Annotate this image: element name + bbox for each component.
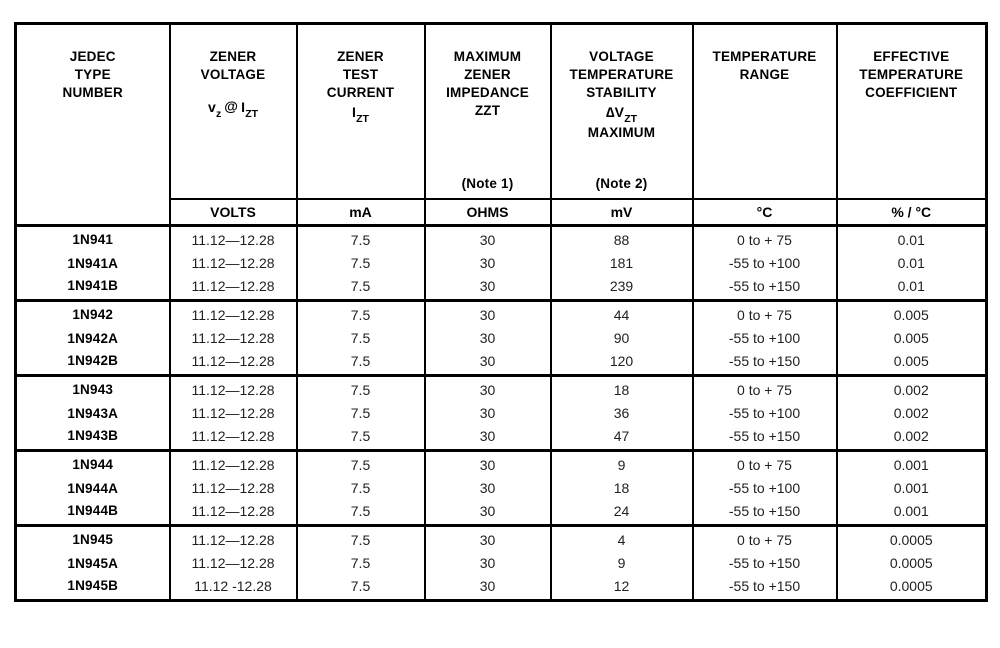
value-cell: 88 <box>551 226 693 251</box>
header-line: STABILITY <box>586 85 657 100</box>
value-cell: 18 <box>551 476 693 501</box>
zener-spec-table <box>14 22 988 602</box>
type-number-cell: 1N943 <box>16 376 170 401</box>
value-cell: 4 <box>551 526 693 551</box>
value-cell: 30 <box>425 376 551 401</box>
type-number-cell: 1N945B <box>16 576 170 601</box>
value-cell: 18 <box>551 376 693 401</box>
value-cell: 7.5 <box>297 251 425 276</box>
value-cell: 239 <box>551 276 693 301</box>
value-cell: 90 <box>551 326 693 351</box>
header-line: JEDEC <box>69 49 116 64</box>
header-line: TYPE <box>74 67 111 82</box>
value-cell: 11.12—12.28 <box>170 451 297 476</box>
value-cell: 7.5 <box>297 376 425 401</box>
header-line: ZZT <box>474 103 501 118</box>
header-line: TEMPERATURE <box>712 49 817 64</box>
table-row <box>16 276 987 301</box>
type-number-cell: 1N941B <box>16 276 170 301</box>
value-cell: 0.0005 <box>837 551 987 576</box>
value-cell: 30 <box>425 551 551 576</box>
header-line: ZENER <box>337 49 384 64</box>
value-cell: 0 to + 75 <box>693 301 837 326</box>
note-2-ref: (Note 2) <box>595 176 648 191</box>
value-cell: -55 to +150 <box>693 276 837 301</box>
value-cell: 7.5 <box>297 351 425 376</box>
table-row <box>16 576 987 601</box>
value-cell: 11.12—12.28 <box>170 501 297 526</box>
table-row <box>16 251 987 276</box>
value-cell: 7.5 <box>297 276 425 301</box>
note-1-ref: (Note 1) <box>461 176 514 191</box>
header-line: IMPEDANCE <box>446 85 529 100</box>
value-cell: 0.0005 <box>837 576 987 601</box>
value-cell: 11.12—12.28 <box>170 226 297 251</box>
symbol-base: ∆V <box>605 104 625 120</box>
value-cell: 120 <box>551 351 693 376</box>
value-cell: -55 to +100 <box>693 401 837 426</box>
value-cell: 0.01 <box>837 276 987 301</box>
value-cell: 7.5 <box>297 401 425 426</box>
value-cell: 0.001 <box>837 451 987 476</box>
col-header-max-zener-impedance <box>425 24 551 199</box>
header-line: ZENER <box>209 49 257 64</box>
value-cell: 30 <box>425 451 551 476</box>
value-cell: 7.5 <box>297 326 425 351</box>
value-cell: 30 <box>425 526 551 551</box>
value-cell: 24 <box>551 501 693 526</box>
value-cell: 0 to + 75 <box>693 526 837 551</box>
value-cell: 30 <box>425 276 551 301</box>
table-row <box>16 401 987 426</box>
value-cell: 0.001 <box>837 476 987 501</box>
value-cell: 7.5 <box>297 576 425 601</box>
value-cell: 0.002 <box>837 376 987 401</box>
header-line: TEMPERATURE <box>859 67 964 82</box>
type-number-cell: 1N941 <box>16 226 170 251</box>
value-cell: 11.12—12.28 <box>170 526 297 551</box>
type-number-cell: 1N942B <box>16 351 170 376</box>
value-cell: 7.5 <box>297 451 425 476</box>
header-line: COEFFICIENT <box>865 85 958 100</box>
value-cell: 0.002 <box>837 426 987 451</box>
value-cell: 0.002 <box>837 401 987 426</box>
value-cell: 30 <box>425 501 551 526</box>
value-cell: 9 <box>551 551 693 576</box>
value-cell: -55 to +100 <box>693 251 837 276</box>
symbol-base: I <box>241 99 246 115</box>
value-cell: 7.5 <box>297 301 425 326</box>
value-cell: -55 to +150 <box>693 426 837 451</box>
value-cell: 30 <box>425 301 551 326</box>
unit-celsius: °C <box>693 199 837 226</box>
value-cell: 0 to + 75 <box>693 451 837 476</box>
symbol-base: I <box>352 104 357 120</box>
header-line: TEMPERATURE <box>569 67 674 82</box>
value-cell: 0.005 <box>837 326 987 351</box>
value-cell: 0.01 <box>837 226 987 251</box>
symbol-subscript: ZT <box>245 108 259 120</box>
type-number-cell: 1N944A <box>16 476 170 501</box>
value-cell: 11.12—12.28 <box>170 426 297 451</box>
delta-vzt-symbol <box>606 102 637 124</box>
symbol-subscript: ZT <box>624 113 638 125</box>
unit-ma: mA <box>297 199 425 226</box>
value-cell: 30 <box>425 351 551 376</box>
value-cell: 11.12 -12.28 <box>170 576 297 601</box>
table-row <box>16 426 987 451</box>
value-cell: 47 <box>551 426 693 451</box>
symbol-subscript: z <box>215 108 222 120</box>
type-number-cell: 1N943B <box>16 426 170 451</box>
value-cell: 11.12—12.28 <box>170 276 297 301</box>
type-number-cell: 1N942 <box>16 301 170 326</box>
value-cell: -55 to +150 <box>693 576 837 601</box>
header-line: RANGE <box>739 67 790 82</box>
header-line: VOLTAGE <box>200 67 266 82</box>
table-row <box>16 301 987 326</box>
value-cell: 0.005 <box>837 301 987 326</box>
value-cell: 11.12—12.28 <box>170 251 297 276</box>
value-cell: -55 to +100 <box>693 326 837 351</box>
header-line: TEST <box>342 67 379 82</box>
value-cell: -55 to +150 <box>693 551 837 576</box>
header-line: MAXIMUM <box>453 49 522 64</box>
header-line: NUMBER <box>62 85 123 100</box>
table-row <box>16 551 987 576</box>
value-cell: 11.12—12.28 <box>170 476 297 501</box>
value-cell: 12 <box>551 576 693 601</box>
izt-symbol <box>352 102 369 124</box>
value-cell: 30 <box>425 476 551 501</box>
value-cell: 7.5 <box>297 526 425 551</box>
col-header-zener-voltage <box>170 24 297 199</box>
value-cell: 7.5 <box>297 501 425 526</box>
table-row <box>16 376 987 401</box>
header-line: ZENER <box>464 67 511 82</box>
value-cell: -55 to +150 <box>693 501 837 526</box>
value-cell: 11.12—12.28 <box>170 376 297 401</box>
header-line: EFFECTIVE <box>873 49 950 64</box>
type-number-cell: 1N942A <box>16 326 170 351</box>
type-number-cell: 1N944 <box>16 451 170 476</box>
value-cell: 11.12—12.28 <box>170 301 297 326</box>
symbol-base: v <box>207 99 216 115</box>
unit-mv: mV <box>551 199 693 226</box>
type-number-cell: 1N945 <box>16 526 170 551</box>
value-cell: 36 <box>551 401 693 426</box>
value-cell: 11.12—12.28 <box>170 326 297 351</box>
value-cell: 0 to + 75 <box>693 226 837 251</box>
value-cell: 7.5 <box>297 426 425 451</box>
value-cell: 7.5 <box>297 551 425 576</box>
unit-percent-per-celsius: % / °C <box>837 199 987 226</box>
col-header-effective-temp-coefficient <box>837 24 987 199</box>
value-cell: 0 to + 75 <box>693 376 837 401</box>
value-cell: 30 <box>425 226 551 251</box>
value-cell: 0.01 <box>837 251 987 276</box>
type-number-cell: 1N941A <box>16 251 170 276</box>
value-cell: 0.005 <box>837 351 987 376</box>
value-cell: 30 <box>425 251 551 276</box>
value-cell: 30 <box>425 326 551 351</box>
table-row <box>16 451 987 476</box>
vz-at-izt-symbol <box>208 97 258 119</box>
value-cell: 44 <box>551 301 693 326</box>
value-cell: 30 <box>425 576 551 601</box>
value-cell: 11.12—12.28 <box>170 551 297 576</box>
header-row <box>16 24 987 199</box>
unit-volts: VOLTS <box>170 199 297 226</box>
value-cell: 7.5 <box>297 476 425 501</box>
unit-ohms: OHMS <box>425 199 551 226</box>
col-header-zener-test-current <box>297 24 425 199</box>
value-cell: 30 <box>425 426 551 451</box>
table-row <box>16 476 987 501</box>
table-row <box>16 526 987 551</box>
at-sign: @ <box>224 98 239 114</box>
type-number-cell: 1N945A <box>16 551 170 576</box>
value-cell: 11.12—12.28 <box>170 401 297 426</box>
value-cell: 9 <box>551 451 693 476</box>
col-header-voltage-temp-stability <box>551 24 693 199</box>
table-row <box>16 226 987 251</box>
type-number-cell: 1N943A <box>16 401 170 426</box>
value-cell: 0.001 <box>837 501 987 526</box>
col-header-jedec-type-number <box>16 24 170 226</box>
value-cell: -55 to +150 <box>693 351 837 376</box>
col-header-temperature-range <box>693 24 837 199</box>
value-cell: 11.12—12.28 <box>170 351 297 376</box>
value-cell: 7.5 <box>297 226 425 251</box>
value-cell: 30 <box>425 401 551 426</box>
header-line: CURRENT <box>326 85 395 100</box>
value-cell: 0.0005 <box>837 526 987 551</box>
table-row <box>16 326 987 351</box>
symbol-subscript: ZT <box>356 113 369 125</box>
table-row <box>16 351 987 376</box>
header-line: MAXIMUM <box>587 125 656 140</box>
table-row <box>16 501 987 526</box>
type-number-cell: 1N944B <box>16 501 170 526</box>
header-line: VOLTAGE <box>589 49 654 64</box>
value-cell: -55 to +100 <box>693 476 837 501</box>
value-cell: 181 <box>551 251 693 276</box>
